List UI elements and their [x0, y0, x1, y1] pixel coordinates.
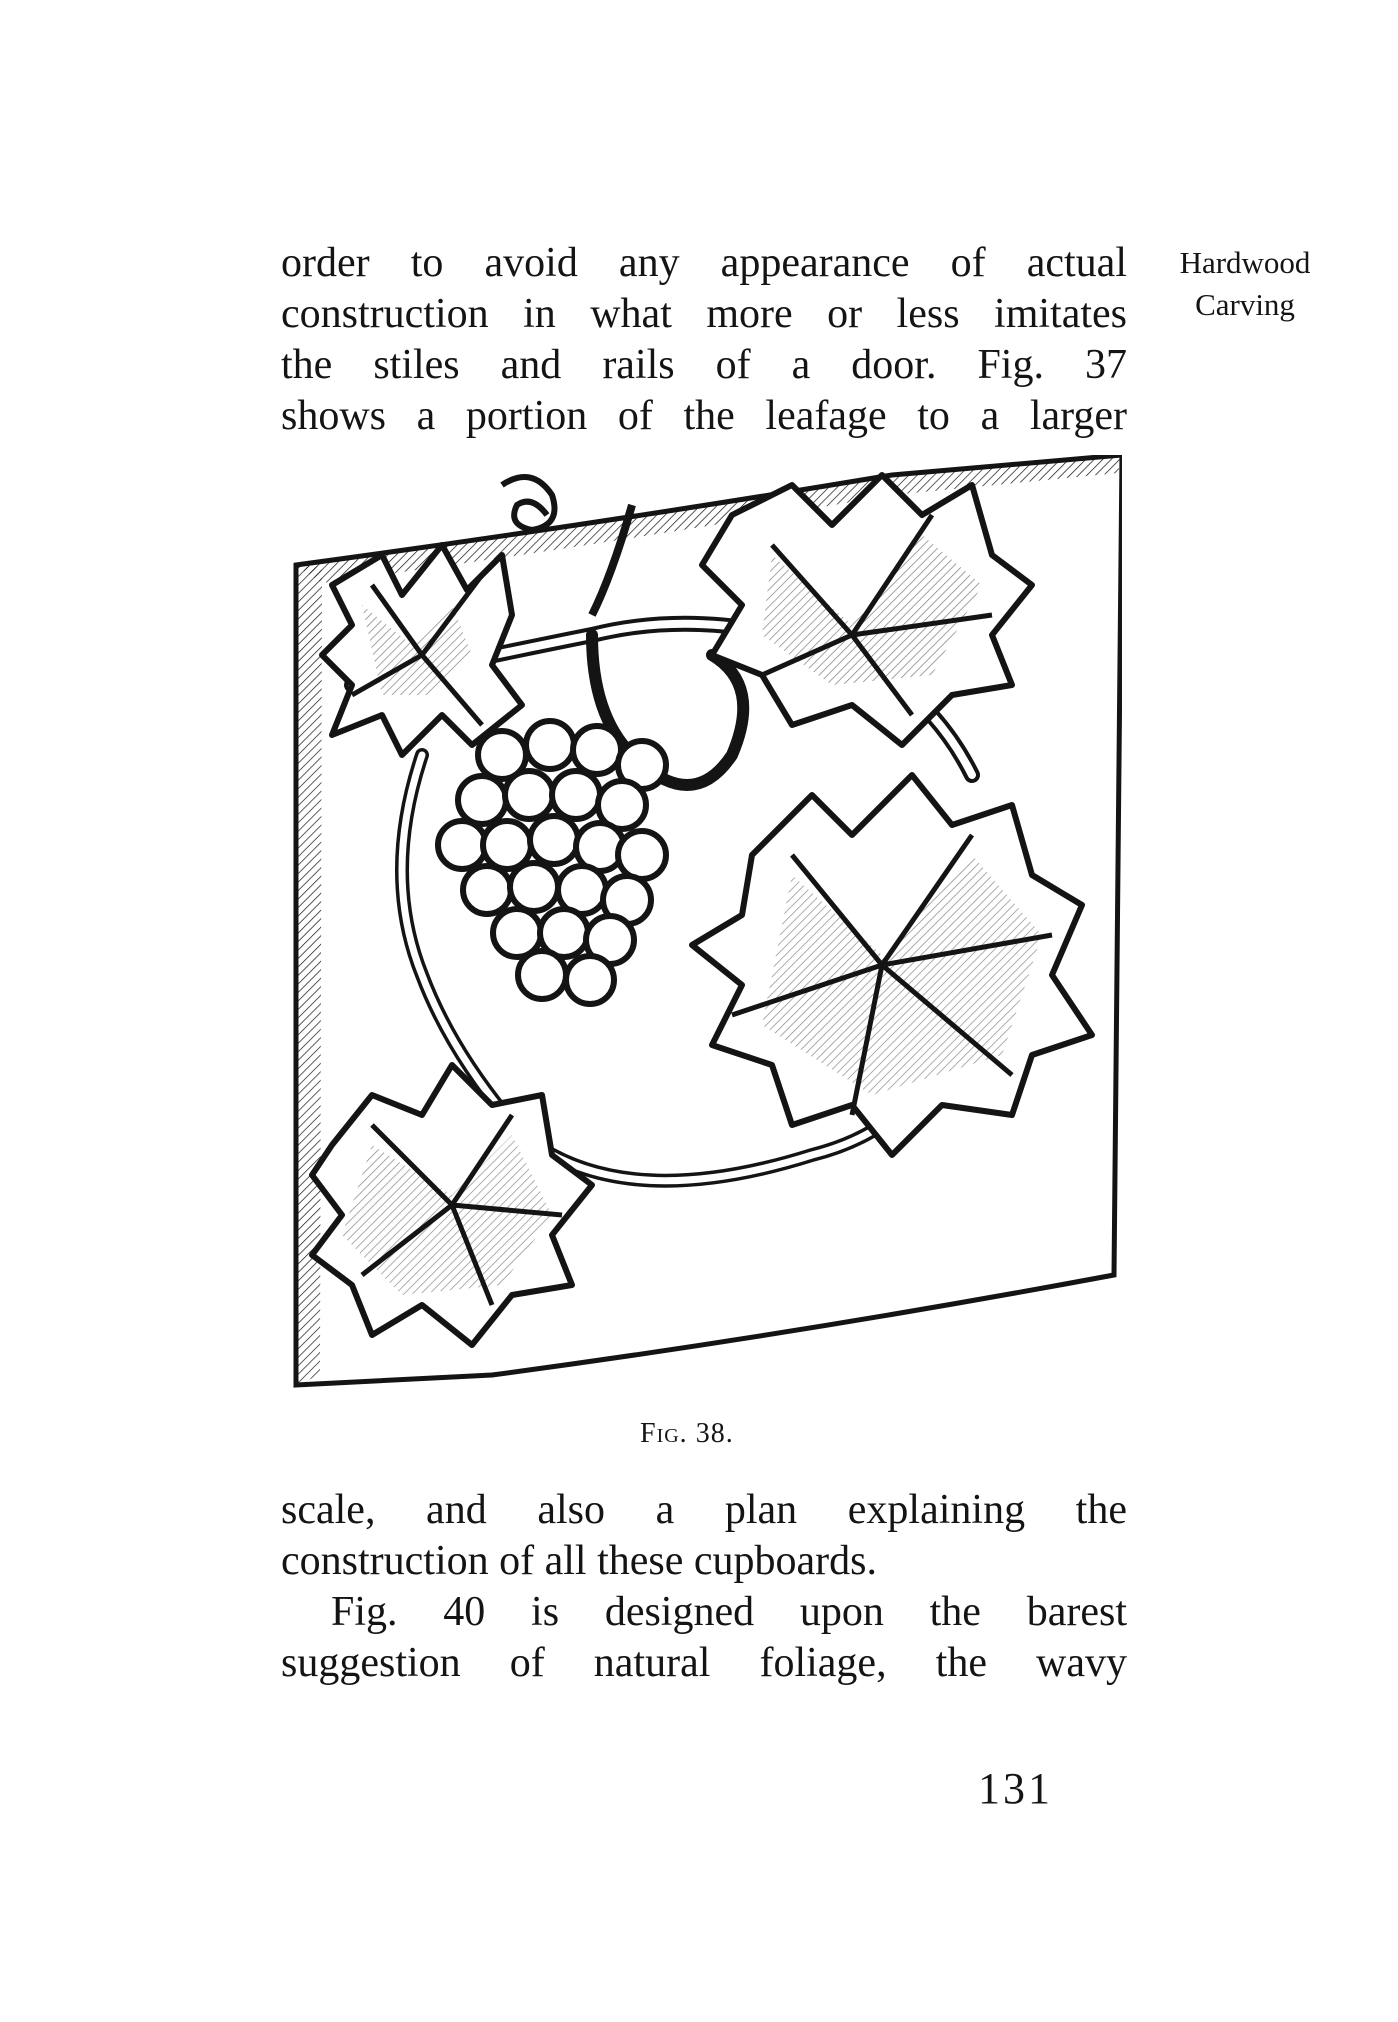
- margin-note-line: Carving: [1195, 287, 1295, 322]
- text-line: order to avoid any appearance of actual: [281, 240, 1127, 286]
- text-line: suggestion of natural foliage, the wavy: [281, 1640, 1127, 1686]
- paragraph-top: [281, 238, 1127, 442]
- carved-grapevine-panel-icon: [292, 455, 1122, 1415]
- text-line: scale, and also a plan explaining the: [281, 1487, 1127, 1533]
- figure-caption: [640, 1418, 734, 1450]
- margin-note-line: Hardwood: [1179, 245, 1311, 280]
- text-line: shows a portion of the leafage to a larger: [281, 393, 1127, 439]
- page-number: 131: [978, 1764, 1053, 1813]
- text-line: Fig. 40 is designed upon the barest: [331, 1589, 1127, 1635]
- text-line: construction in what more or less imitates: [281, 291, 1127, 337]
- margin-note: [1155, 242, 1335, 326]
- text-line: the stiles and rails of a door. Fig. 37: [281, 342, 1127, 388]
- figure-caption-number: 38.: [695, 1418, 734, 1449]
- figure-caption-prefix: Fig.: [640, 1418, 688, 1449]
- leaf-top-left: [322, 545, 522, 755]
- text-line: construction of all these cupboards.: [281, 1538, 877, 1584]
- paragraph-bottom: [281, 1485, 1127, 1689]
- figure-38-grapevine-carving: [292, 455, 1122, 1415]
